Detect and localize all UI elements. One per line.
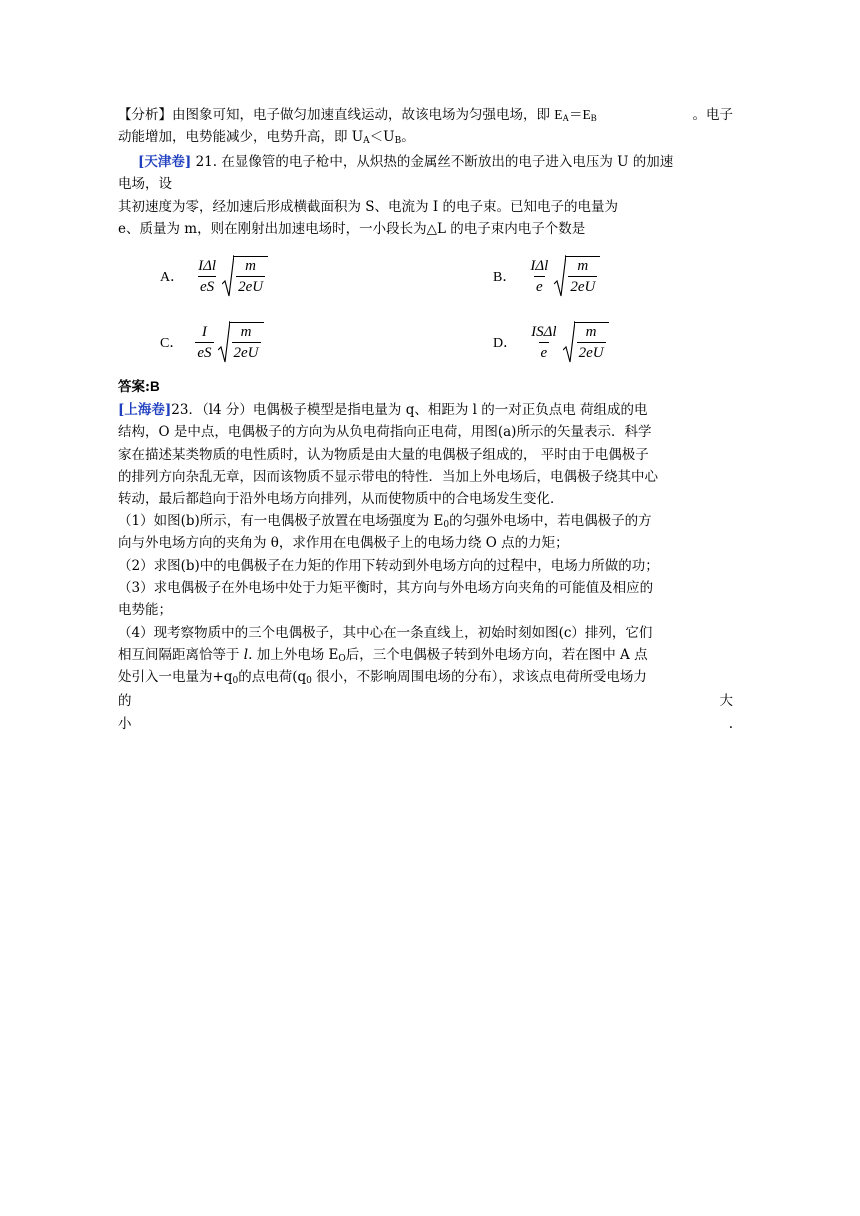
q23-part4-line-1: （4）现考察物质中的三个电偶极子，其中心在一条直线上，初始时刻如图(c）排列，它们 <box>118 625 653 641</box>
q23-part3-line-1: （3）求电偶极子在外电场中处于力矩平衡时，其方向与外电场方向夹角的可能值及相应的 <box>118 580 654 596</box>
option-c-fraction: $\frac{I}{eS}$ <box>197 323 212 361</box>
option-b-sqrt: $\frac{m}{2eU}$ <box>554 254 600 298</box>
analysis-line1-suffix: 。电子 <box>692 107 733 123</box>
q23-part1-line-2: 向与外电场方向的夹角为 θ，求作用在电偶极子上的电场力绕 O 点的力矩； <box>118 535 569 551</box>
q23-part2: （2）求图(b)中的电偶极子在力矩的作用下转动到外电场方向的过程中，电场力所做的功； <box>118 558 659 574</box>
q23-line-1: [上海卷]23．（l4 分）电偶极子模型是指电量为 q、相距为 l 的一对正负点电 荷组成的电 <box>118 402 648 418</box>
option-d-sqrt: $\frac{m}{2eU}$ <box>563 320 609 364</box>
q21-option-c[interactable]: C． $\frac{I}{eS}$ $\frac{m}{2eU}$ <box>160 314 264 370</box>
q21-source-tag: [天津卷] <box>138 154 192 170</box>
q21-line-2: 电场，设 <box>118 176 172 192</box>
q23-line-2: 结构，O 是中点，电偶极子的方向为从负电荷指向正电荷，用图(a)所示的矢量表示．科学 <box>118 424 652 440</box>
q23-part3-line-2: 电势能； <box>118 602 172 618</box>
q23-line-5: 转动，最后都趋向于沿外电场方向排列，从而使物质中的合电场发生变化． <box>118 491 564 507</box>
q23-source-tag: [上海卷] <box>118 402 172 418</box>
option-a-fraction: $\frac{\text{IΔl}}{eS}$ <box>198 257 217 295</box>
option-b-fraction: $\frac{\text{IΔl}}{e}$ <box>530 257 549 295</box>
option-a-sqrt: $\frac{m}{2eU}$ <box>222 254 268 298</box>
q21-line-4: e、质量为 m，则在刚射出加速电场时，一小段长为△L 的电子束内电子个数是 <box>118 221 586 237</box>
ea-equals-eb: $E_A=E_B$ <box>554 107 597 123</box>
q21-option-d[interactable]: D． $\frac{\text{ISΔl}}{e}$ $\frac{m}{2eU}$ <box>493 314 609 370</box>
q23-line-4: 的排列方向杂乱无章，因而该物质不显示带电的特性．当加上外电场后，电偶极子绕其中心 <box>118 469 658 485</box>
analysis-text: 【分析】由图象可知，电子做匀加速直线运动，故该电场为匀强电场，即 $E_A=E_B$ <box>118 107 597 123</box>
q23-part4-line-2: 相互间隔距离恰等于 l. 加上外电场 $E_O$后，三个电偶极子转到外电场方向，若在图中 A 点 <box>118 647 648 664</box>
q23-part1-line-1: （1）如图(b)所示，有一电偶极子放置在电场强度为 $E_0$的匀强外电场中，若电偶极子的方 <box>118 513 652 530</box>
option-c-sqrt: $\frac{m}{2eU}$ <box>218 320 264 364</box>
option-d-fraction: $\frac{\text{ISΔl}}{e}$ <box>531 323 557 361</box>
q21-line-3: 其初速度为零，经加速后形成横截面积为 S、电流为 I 的电子束。已知电子的电量为 <box>118 199 618 215</box>
analysis-line-2: 动能增加，电势能减少，电势升高，即 $U_A<U_B$。 <box>118 129 415 146</box>
q23-part4-line-4: 的 大 <box>118 693 733 709</box>
q21-answer: 答案:B <box>118 379 160 395</box>
q23-part4-line-3: 处引入一电量为$+q_0$的点电荷($q_0$ 很小，不影响周围电场的分布），求该点电荷所受电场力 <box>118 669 647 686</box>
q23-part4-line-5: 小 . <box>118 716 733 732</box>
q21-option-a[interactable]: A． $\frac{\text{IΔl}}{eS}$ $\frac{m}{2eU}$ <box>160 248 268 304</box>
q23-line-3: 家在描述某类物质的电性质时，认为物质是由大量的电偶极子组成的， 平时由于电偶极子 <box>118 447 649 463</box>
q21-line-1: [天津卷] 21. 在显像管的电子枪中，从炽热的金属丝不断放出的电子进入电压为 U 的加速 <box>138 154 674 170</box>
q21-option-b[interactable]: B． $\frac{\text{IΔl}}{e}$ $\frac{m}{2eU}$ <box>493 248 600 304</box>
